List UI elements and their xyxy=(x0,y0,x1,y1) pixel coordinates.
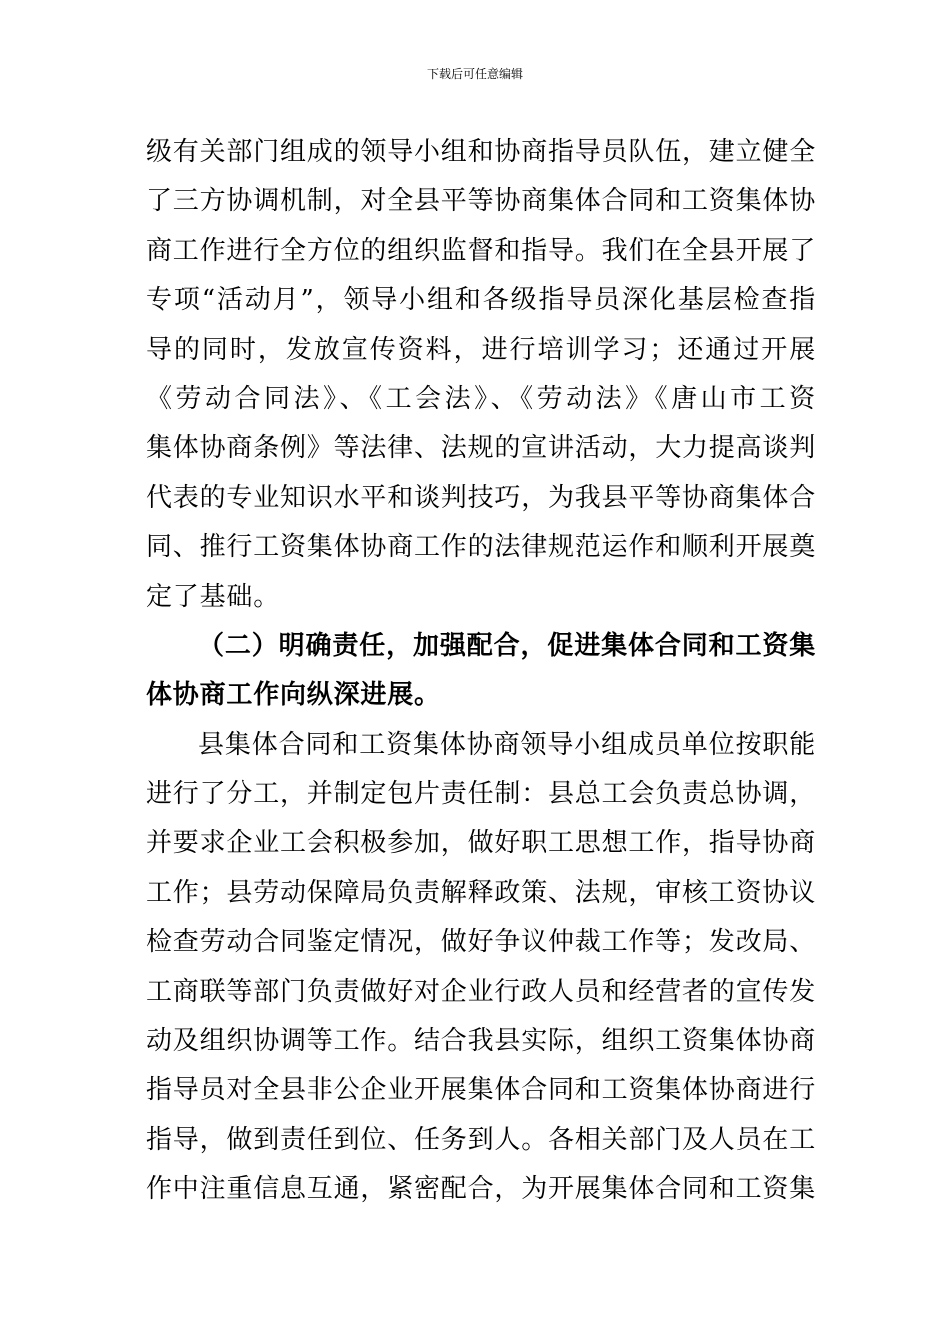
paragraph-line: 指导员对全县非公企业开展集体合同和工资集体协商进行 xyxy=(146,1075,816,1106)
paragraph-line: 进行了分工，并制定包片责任制：县总工会负责总协调， xyxy=(146,779,816,810)
paragraph-line: 指导，做到责任到位、任务到人。各相关部门及人员在工 xyxy=(146,1124,816,1155)
document-body xyxy=(146,128,816,1215)
paragraph-line: 作中注重信息互通，紧密配合，为开展集体合同和工资集 xyxy=(146,1174,816,1205)
paragraph-line: 《劳动合同法》、《工会法》、《劳动法》《唐山市工资 xyxy=(146,383,816,414)
paragraph-line: 定了基础。 xyxy=(146,581,281,612)
paragraph-line: 专项“活动月”，领导小组和各级指导员深化基层检查指 xyxy=(146,285,816,316)
paragraph-line: 并要求企业工会积极参加，做好职工思想工作，指导协商 xyxy=(146,828,816,859)
page-header: 下载后可任意编辑 xyxy=(426,67,523,81)
paragraph-line: 导的同时，发放宣传资料，进行培训学习；还通过开展 xyxy=(146,334,816,365)
section-heading-line: 体协商工作向纵深进展。 xyxy=(146,680,441,711)
paragraph-line: 县集体合同和工资集体协商领导小组成员单位按职能 xyxy=(198,729,816,760)
section-heading-line: （二）明确责任，加强配合，促进集体合同和工资集 xyxy=(198,630,816,661)
paragraph-line: 商工作进行全方位的组织监督和指导。我们在全县开展了 xyxy=(146,235,816,266)
paragraph-line: 工商联等部门负责做好对企业行政人员和经营者的宣传发 xyxy=(146,976,816,1007)
paragraph-line: 同、推行工资集体协商工作的法律规范运作和顺利开展奠 xyxy=(146,532,816,563)
paragraph-line: 动及组织协调等工作。结合我县实际，组织工资集体协商 xyxy=(146,1026,816,1057)
paragraph-line: 级有关部门组成的领导小组和协商指导员队伍，建立健全 xyxy=(146,137,816,167)
paragraph-line: 了三方协调机制，对全县平等协商集体合同和工资集体协 xyxy=(146,186,816,217)
paragraph-line: 集体协商条例》等法律、法规的宣讲活动，大力提高谈判 xyxy=(146,433,816,464)
paragraph-line: 代表的专业知识水平和谈判技巧，为我县平等协商集体合 xyxy=(146,482,816,513)
paragraph-line: 工作；县劳动保障局负责解释政策、法规，审核工资协议 xyxy=(146,877,816,908)
paragraph-line: 检查劳动合同鉴定情况，做好争议仲裁工作等；发改局、 xyxy=(146,927,816,958)
